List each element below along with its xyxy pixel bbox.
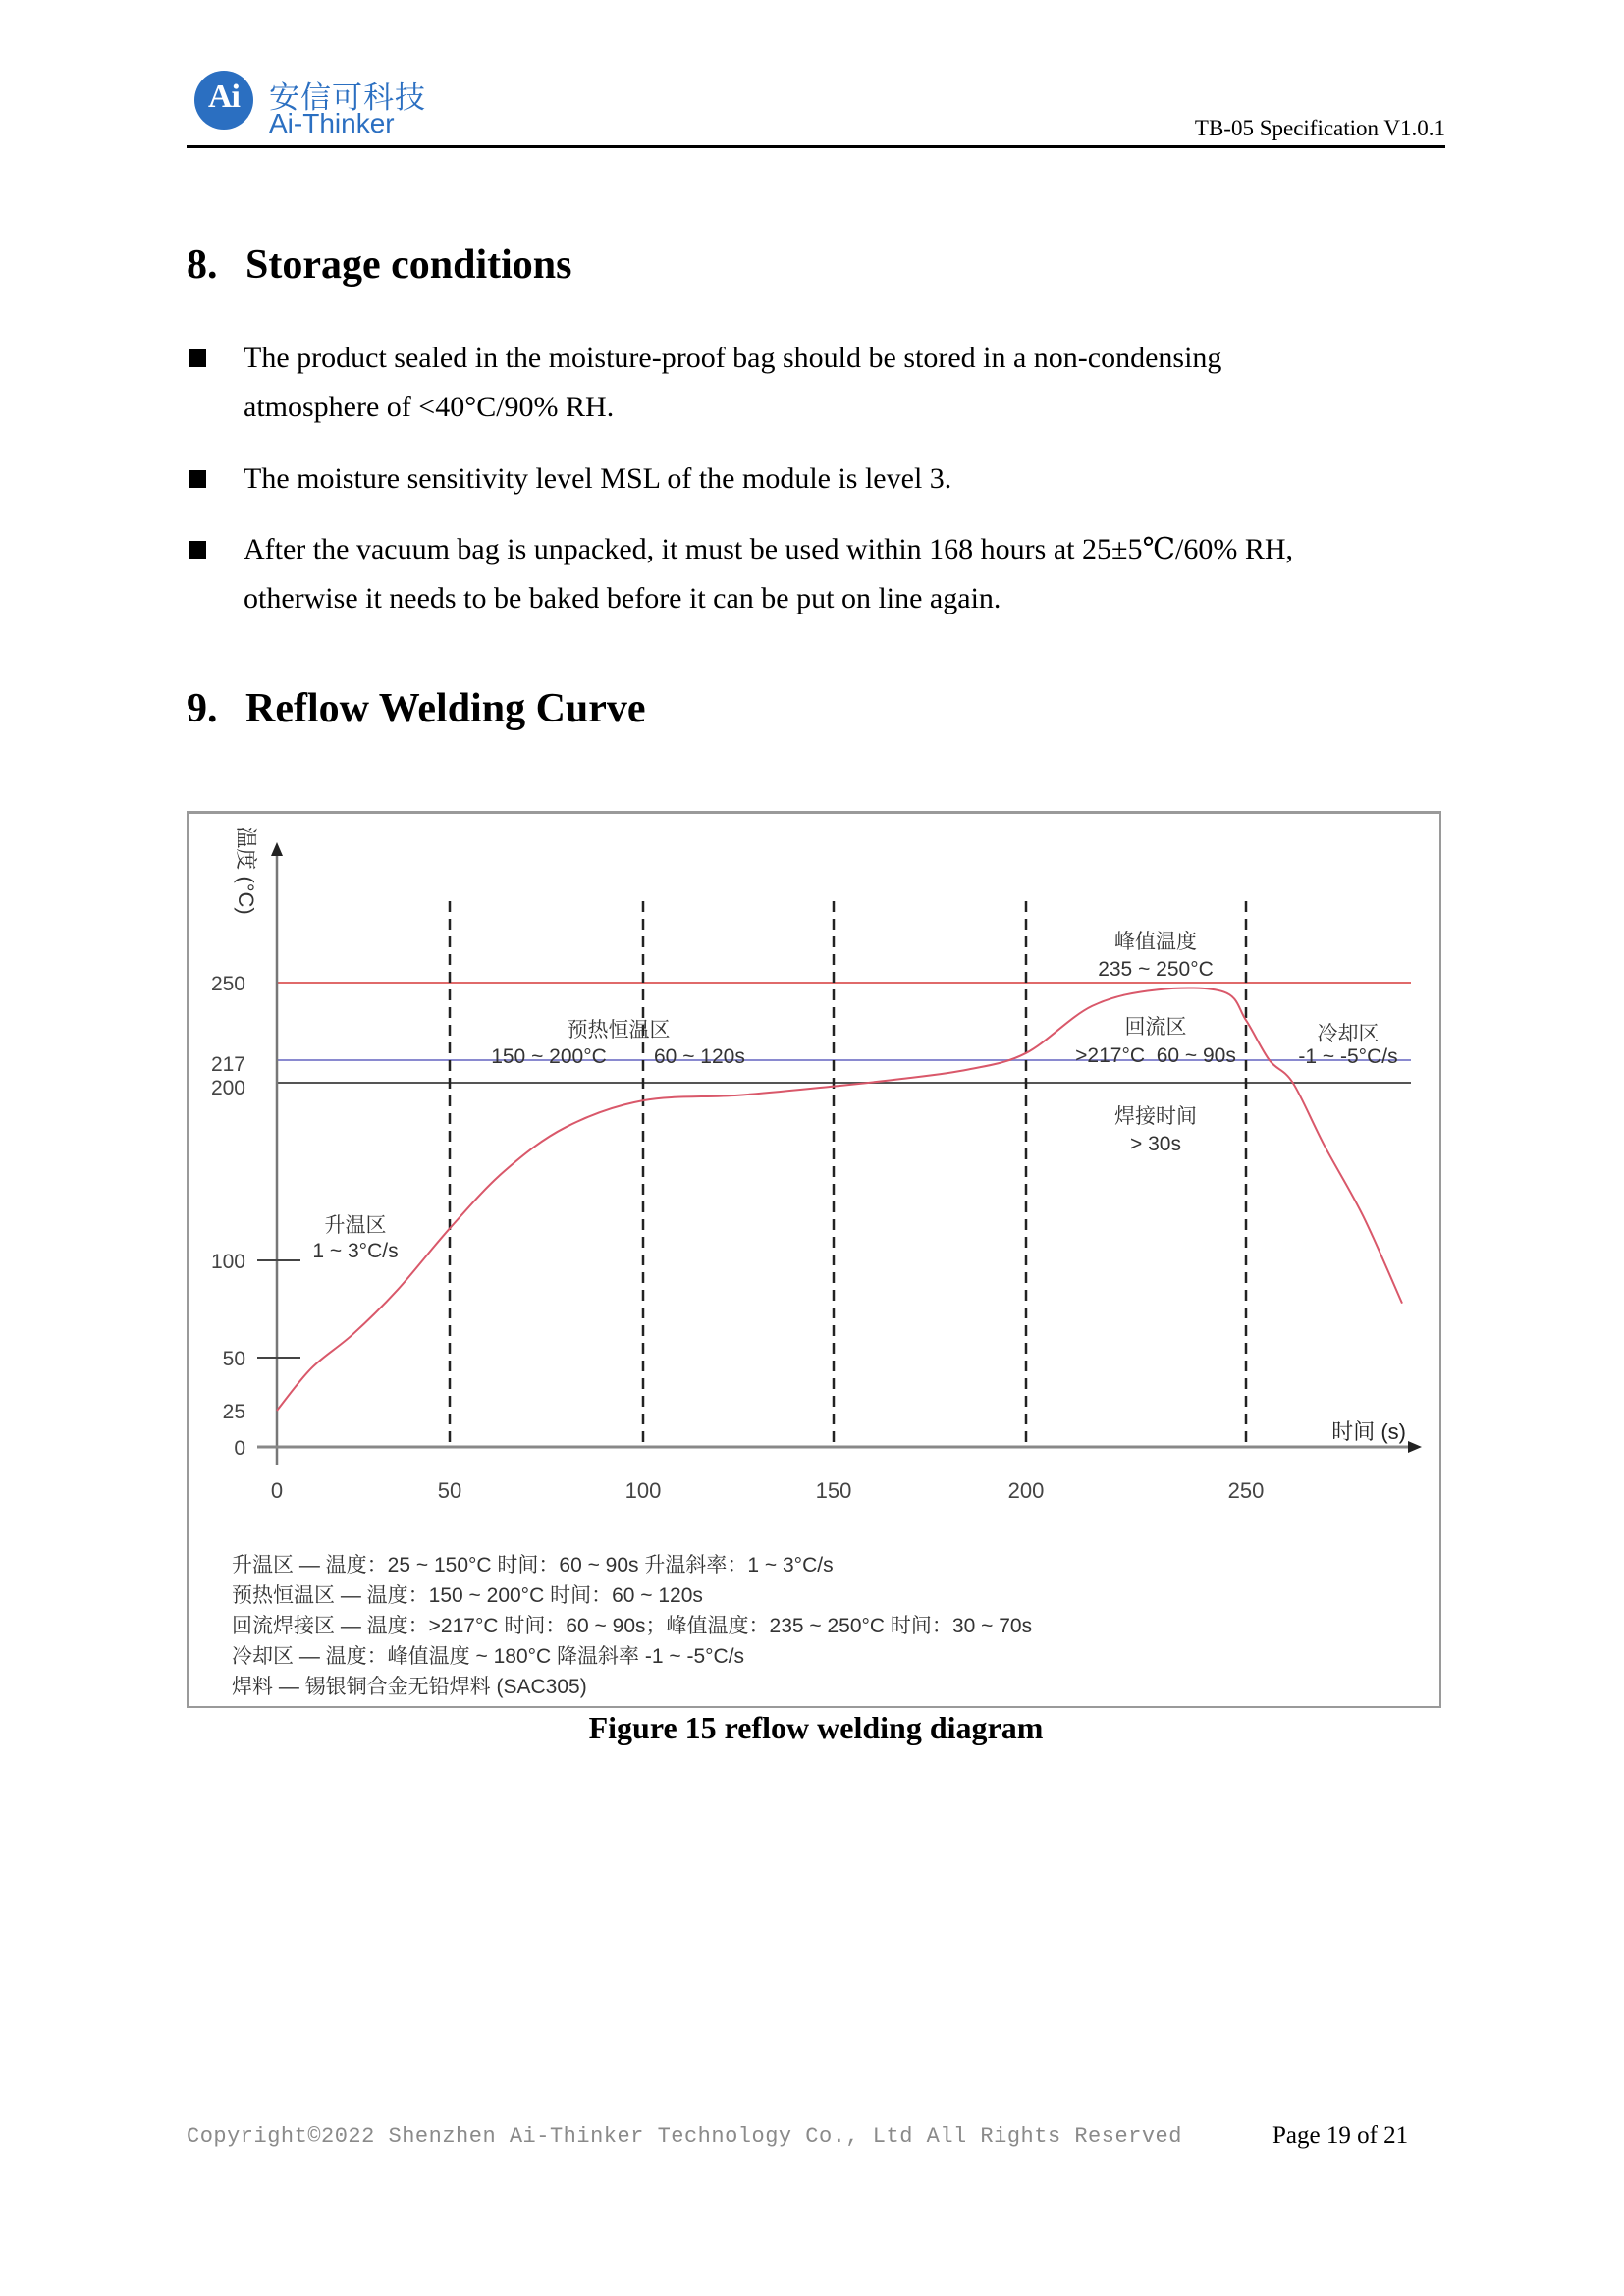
x-tick-label: 50 — [437, 1478, 462, 1503]
bullet-text-line: otherwise it needs to be baked before it can be put on line again. — [244, 582, 1001, 614]
logo-english-name: Ai-Thinker — [269, 108, 395, 138]
page-number: Page 19 of 21 — [1272, 2122, 1409, 2149]
y-tick-label: 50 — [222, 1348, 245, 1370]
annotation-ramp-title: 升温区 — [324, 1214, 387, 1237]
y-tick-label: 200 — [210, 1077, 245, 1099]
document-title: TB-05 Specification V1.0.1 — [1194, 116, 1445, 140]
annotation-soak-time: 60 ~ 120s — [654, 1045, 745, 1068]
section-number: 9. — [187, 686, 218, 731]
x-tick-label: 0 — [270, 1478, 284, 1503]
annotation-ramp-text: 1 ~ 3°C/s — [312, 1240, 399, 1262]
annotation-cool-text: -1 ~ -5°C/s — [1298, 1045, 1398, 1068]
section-title: Reflow Welding Curve — [245, 686, 646, 731]
y-tick-label: 100 — [210, 1251, 245, 1273]
chart-note-ramp: 升温区 — 温度：25 ~ 150°C 时间：60 ~ 90s 升温斜率：1 ~ 3°C/s — [232, 1554, 834, 1576]
figure-caption: Figure 15 reflow welding diagram — [588, 1710, 1044, 1745]
x-axis-label: 时间 (s) — [1331, 1419, 1406, 1444]
chart-note-cooling: 冷却区 — 温度：峰值温度 ~ 180°C 降温斜率 -1 ~ -5°C/s — [232, 1645, 745, 1668]
annotation-peak-title: 峰值温度 — [1114, 931, 1197, 953]
chart-note-reflow: 回流焊接区 — 温度：>217°C 时间：60 ~ 90s；峰值温度：235 ~ 250°C 时间：30 ~ 70s — [232, 1615, 1033, 1637]
section-number: 8. — [187, 242, 218, 288]
annotation-reflow-title: 回流区 — [1124, 1016, 1187, 1039]
x-tick-label: 100 — [624, 1478, 662, 1503]
annotation-soak-temp: 150 ~ 200°C — [491, 1045, 607, 1068]
y-axis-arrow-icon — [271, 842, 283, 856]
annotation-reflow-text: >217°C 60 ~ 90s — [1075, 1044, 1236, 1067]
logo-mark-text: Ai — [208, 79, 240, 115]
bullet-text-line: The product sealed in the moisture-proof bag should be stored in a non-condensing — [244, 342, 1222, 374]
annotation-peak-text: 235 ~ 250°C — [1098, 958, 1214, 981]
bullet-text-line: atmosphere of <40°C/90% RH. — [244, 391, 615, 423]
x-tick-label: 200 — [1007, 1478, 1045, 1503]
annotation-cool-title: 冷却区 — [1317, 1023, 1380, 1045]
x-tick-label: 150 — [815, 1478, 852, 1503]
y-tick-label: 217 — [210, 1053, 245, 1076]
annotation-weld-title: 焊接时间 — [1114, 1105, 1197, 1128]
chart-note-soak: 预热恒温区 — 温度：150 ~ 200°C 时间：60 ~ 120s — [232, 1584, 703, 1607]
section-title: Storage conditions — [245, 242, 572, 288]
annotation-weld-text: > 30s — [1130, 1133, 1181, 1155]
logo-chinese-name: 安信可科技 — [269, 80, 426, 115]
bullet-text-line: After the vacuum bag is unpacked, it must be used within 168 hours at 25±5℃/60% RH, — [244, 533, 1294, 565]
footer-copyright: Copyright©2022 Shenzhen Ai-Thinker Technology Co., Ltd All Rights Reserved — [187, 2124, 1182, 2149]
y-axis-label: 温度 (°C) — [234, 827, 258, 915]
annotation-soak-title: 预热恒温区 — [567, 1019, 671, 1041]
x-tick-label: 250 — [1227, 1478, 1265, 1503]
y-tick-label: 25 — [222, 1401, 245, 1423]
y-tick-label: 250 — [210, 973, 245, 995]
chart-note-solder: 焊料 — 锡银铜合金无铅焊料 (SAC305) — [232, 1676, 587, 1698]
bullet-text-line: The moisture sensitivity level MSL of the module is level 3. — [244, 462, 952, 495]
x-axis-arrow-icon — [1408, 1441, 1422, 1453]
y-tick-label: 0 — [234, 1437, 245, 1460]
